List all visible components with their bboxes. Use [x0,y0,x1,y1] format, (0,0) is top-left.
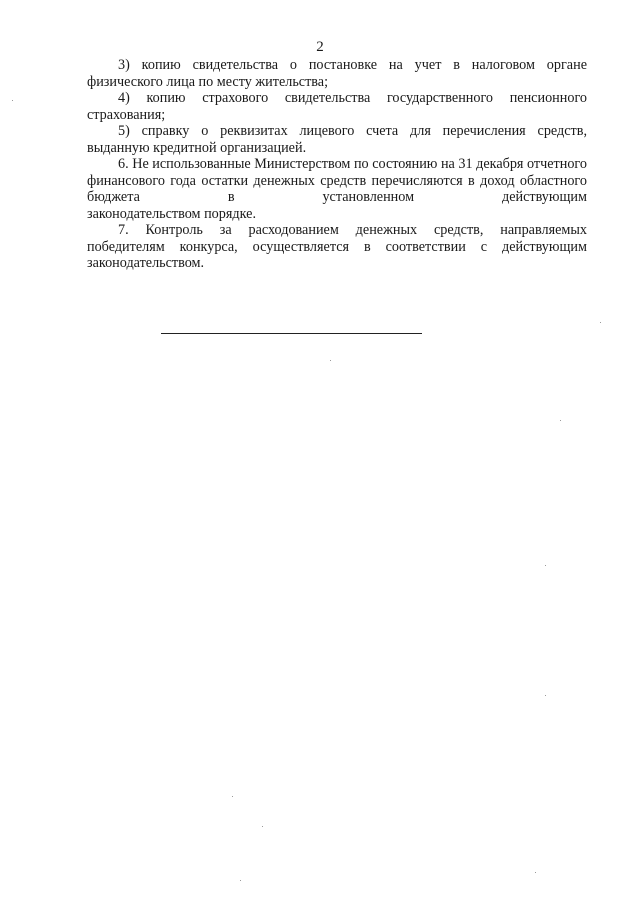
clause-7-spending-control: 7. Контроль за расходованием денежных средств, направляемых победителям конкурса, осуществляется в соответствии с действующим законодательством. [87,222,587,271]
list-item-pension-certificate: 4) копию страхового свидетельства государственного пенсионного страхования; [87,90,587,123]
clause-6-unused-funds-end: законодательством порядке. [87,205,256,222]
scan-speck [545,695,546,696]
end-of-text-divider [161,333,422,334]
scan-speck [545,565,546,566]
scan-speck [600,322,601,323]
scan-speck [240,880,241,881]
scan-speck [232,796,233,797]
scan-speck [12,100,13,101]
scan-speck [560,420,561,421]
scan-speck [535,872,536,873]
scan-speck [262,826,263,827]
document-body [87,57,587,272]
list-item-tax-registration: 3) копию свидетельства о постановке на учет в налоговом органе физического лица по месту жительства; [87,57,587,90]
scan-speck [330,360,331,361]
page-number: 2 [316,39,324,55]
clause-6-unused-funds: 6. Не использованные Министерством по состоянию на 31 декабря отчетного финансового года остатки денежных средств перечисляются в доход областного бюджета в установленном действующим [87,156,587,205]
list-item-bank-account-details: 5) справку о реквизитах лицевого счета для перечисления средств, выданную кредитной организацией. [87,123,587,156]
